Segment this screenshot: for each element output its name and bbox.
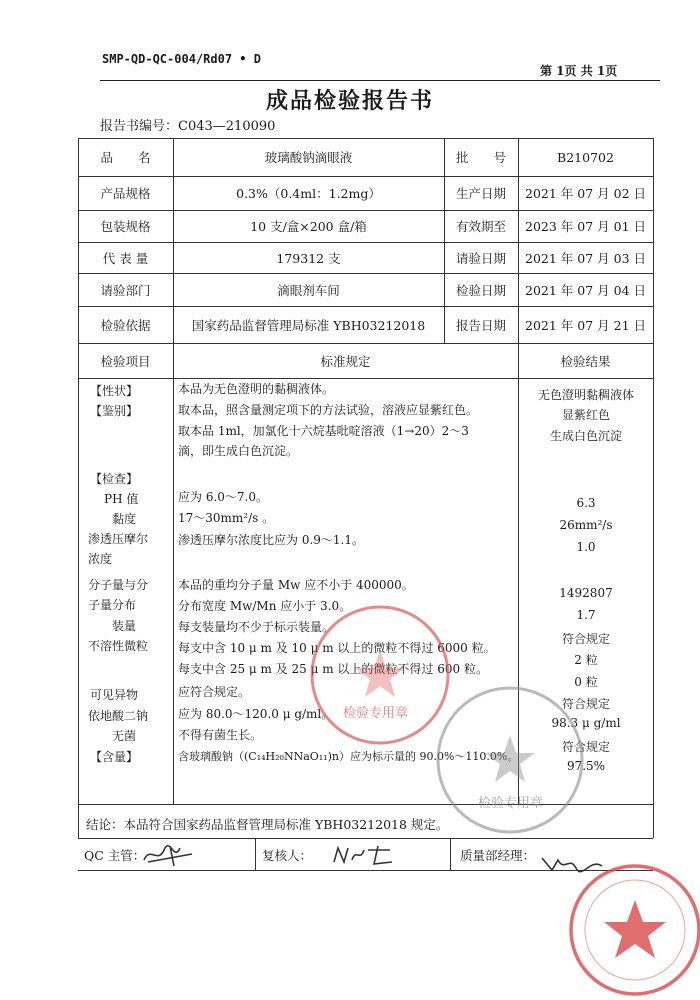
value-department: 滴眼剂车间	[277, 282, 340, 298]
label-batch-no: 批 号	[455, 150, 506, 165]
value-report-date: 2021 年 07 月 21 日	[525, 317, 646, 333]
value-quantity: 179312 支	[276, 250, 341, 266]
standard-text: 取本品 1ml，加氯化十六烷基吡啶溶液（1→20）2～3	[178, 424, 469, 438]
value-packaging: 10 支/盒×200 盒/箱	[250, 219, 367, 234]
result-value: 1.7	[576, 608, 596, 622]
page-title: 成品检验报告书	[265, 88, 434, 114]
row-line	[78, 378, 653, 379]
table-border-right	[653, 138, 654, 838]
page-info: 第 1页 共 1页	[540, 64, 618, 78]
item-label: 【性状】	[90, 384, 139, 398]
standard-text: 含玻璃酸钠（(C₁₄H₂₀NNaO₁₁)n）应为标示量的 90.0%～110.0%。	[178, 750, 519, 763]
seal-gray-text: 检验专用章	[478, 796, 544, 811]
report-number	[100, 115, 275, 134]
seal-red-text: 检验专用章	[343, 706, 409, 721]
standard-text: 17～30mm²/s 。	[178, 511, 275, 525]
label-production-date: 生产日期	[455, 186, 506, 201]
item-label: 浓度	[88, 552, 113, 566]
item-label: PH 值	[104, 492, 139, 506]
footer-divider	[450, 838, 451, 870]
label-department: 请验部门	[100, 282, 151, 298]
header-result: 检验结果	[560, 353, 611, 369]
result-value: 符合规定	[561, 697, 610, 711]
qa-manager-label: 质量部经理：	[460, 848, 536, 863]
label-packaging: 包装规格	[100, 219, 151, 234]
document-code: SMP-QD-QC-004/Rd07 • D	[102, 52, 261, 66]
standard-text: 滴，即生成白色沉淀。	[178, 444, 299, 458]
standard-text: 每支中含 25 μ m 及 25 μ m 以上的微粒不得过 600 粒。	[178, 662, 488, 676]
standard-text: 本品为无色澄明的黏稠液体。	[178, 382, 335, 396]
signature-qc	[140, 842, 200, 868]
header-item: 检验项目	[100, 353, 151, 369]
standard-text: 分布宽度 Mw/Mn 应小于 3.0。	[178, 599, 352, 613]
label-expiry: 有效期至	[455, 219, 506, 234]
footer-top-line	[78, 838, 653, 839]
result-value: 生成白色沉淀	[549, 429, 622, 443]
result-value: 2 粒	[574, 653, 598, 667]
item-label: 不溶性微粒	[88, 639, 149, 653]
value-production-date: 2021 年 07 月 02 日	[525, 186, 646, 201]
standard-text: 每支装量均不少于标示装量。	[178, 620, 335, 634]
standard-text: 本品的重均分子量 Mw 应不小于 400000。	[178, 578, 414, 592]
standard-text: 渗透压摩尔浓度比应为 0.9～1.1。	[178, 533, 364, 547]
result-value: 98.3 μ g/ml	[551, 716, 621, 730]
value-inspection-date: 2021 年 07 月 04 日	[525, 282, 646, 298]
result-value: 6.3	[576, 496, 596, 510]
value-basis: 国家药品监督管理局标准 YBH03212018	[191, 317, 426, 333]
qc-supervisor-label: QC 主管：	[84, 848, 146, 863]
item-label: 【检查】	[90, 472, 139, 486]
report-number-label: 报告书编号：	[100, 119, 179, 134]
result-value: 1492807	[559, 586, 613, 600]
report-number-value: C043—210090	[178, 119, 276, 134]
standard-text: 不得有菌生长。	[178, 728, 263, 742]
item-label: 子量分布	[88, 598, 137, 612]
signature-reviewer	[330, 842, 400, 868]
value-request-date: 2021 年 07 月 03 日	[525, 250, 646, 266]
col-line	[173, 343, 174, 804]
label-inspection-date: 检验日期	[455, 282, 506, 298]
inspection-seal-gray	[430, 680, 590, 840]
footer-divider	[255, 838, 256, 870]
label-quantity: 代 表 量	[102, 250, 149, 266]
item-label: 【含量】	[90, 750, 139, 764]
conclusion: 结论：本品符合国家药品监督管理局标准 YBH03212018 规定。	[86, 817, 449, 832]
label-basis: 检验依据	[100, 317, 151, 333]
item-label: 分子量与分	[88, 578, 149, 592]
item-label: 依地酸二钠	[88, 709, 149, 723]
result-value: 0 粒	[574, 675, 598, 689]
reviewer-label: 复核人：	[262, 848, 313, 863]
item-label: 可见异物	[90, 688, 139, 702]
standard-text: 应为 6.0～7.0。	[178, 490, 268, 504]
value-spec: 0.3%（0.4ml：1.2mg）	[236, 186, 381, 201]
result-value: 无色澄明黏稠液体	[537, 388, 634, 402]
standard-text: 应符合规定。	[178, 685, 251, 699]
result-value: 1.0	[576, 540, 596, 554]
header-standard: 标准规定	[320, 353, 371, 369]
label-product-name: 品 名	[100, 150, 151, 165]
label-spec: 产品规格	[100, 186, 151, 201]
item-label: 无菌	[112, 729, 137, 743]
inspection-seal-red	[305, 600, 455, 750]
result-value: 97.5%	[566, 759, 606, 773]
result-value: 显紫红色	[561, 408, 610, 422]
value-expiry: 2023 年 07 月 01 日	[525, 219, 646, 234]
label-report-date: 报告日期	[455, 317, 506, 333]
standard-text: 取本品，照含量测定项下的方法试验，溶液应显紫红色。	[178, 403, 479, 417]
quality-seal-red	[565, 860, 700, 1000]
item-label: 渗透压摩尔	[88, 532, 149, 546]
result-value: 符合规定	[561, 740, 610, 754]
value-product-name: 玻璃酸钠滴眼液	[264, 150, 353, 165]
standard-text: 每支中含 10 μ m 及 10 μ m 以上的微粒不得过 6000 粒。	[178, 641, 496, 655]
standard-text: 应为 80.0～120.0 μ g/ml。	[178, 707, 334, 721]
item-label: 黏度	[112, 512, 137, 526]
header-divider	[100, 80, 660, 81]
value-batch-no: B210702	[557, 149, 614, 165]
result-value: 符合规定	[561, 632, 610, 646]
result-value: 26mm²/s	[559, 518, 613, 532]
label-request-date: 请验日期	[455, 250, 506, 266]
item-label: 装量	[112, 619, 137, 633]
item-label: 【鉴别】	[90, 404, 139, 418]
